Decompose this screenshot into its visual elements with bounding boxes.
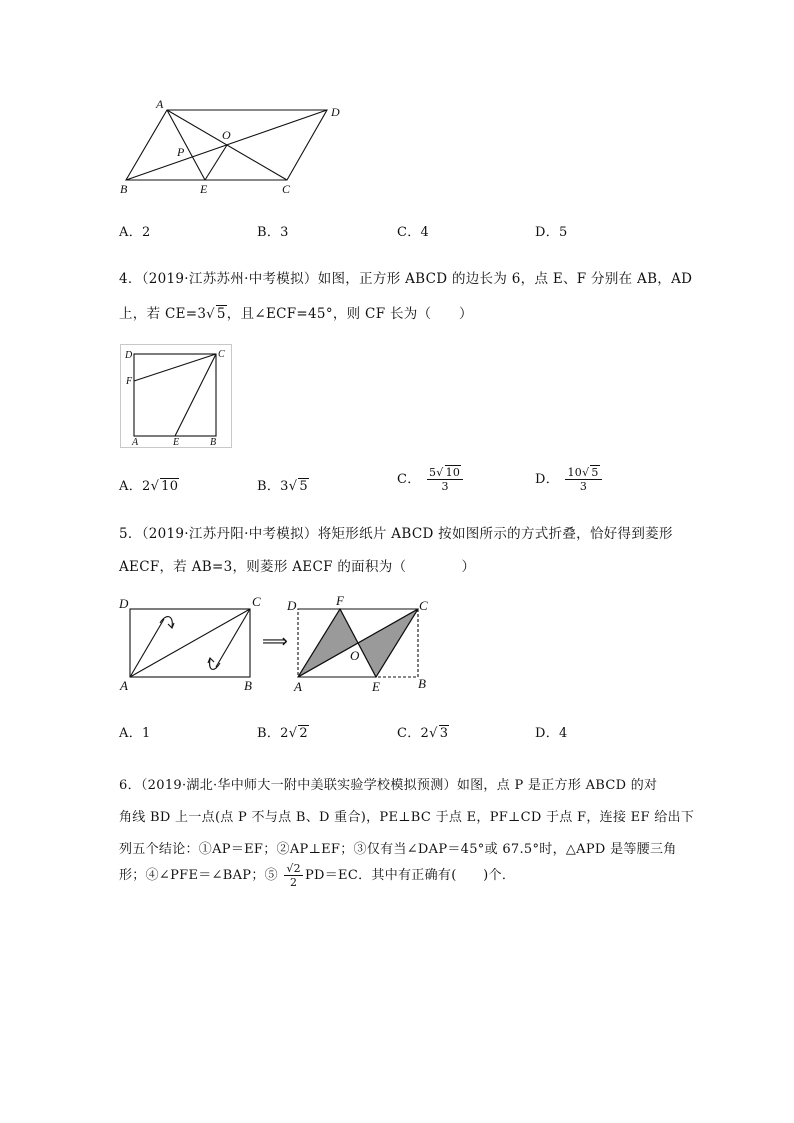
q6-stem-line4: 形；④∠PFE＝∠BAP；⑤ $\frac{√2}{2}$ PD＝EC．其中有正确有( )个．	[119, 862, 516, 889]
q3-label-c: C	[282, 182, 291, 196]
q3-label-b: B	[120, 182, 128, 196]
q4-option-d-fraction: $\frac{10√ 5}{3}$	[565, 466, 601, 493]
q4-option-a: A．2√ 10	[119, 479, 179, 494]
q4-option-c-fraction: $\frac{5√ 10}{3}$	[427, 466, 463, 493]
q5-right-label-b: B	[418, 676, 426, 691]
q4-label-f: F	[126, 376, 133, 387]
q3-option-a: A．2	[119, 225, 151, 240]
q4-number: 4．	[119, 271, 142, 287]
q3-label-d: D	[331, 105, 340, 119]
q4-source: （2019·江苏苏州·中考模拟）	[141, 271, 318, 287]
q4-label-d: D	[125, 350, 133, 361]
q5-rhombus-figure	[284, 593, 436, 693]
q5-fold-line-right	[216, 609, 250, 667]
q4-segment-ce	[175, 354, 216, 436]
q3-option-c: C．4	[397, 225, 430, 240]
q5-source: （2019·江苏丹阳·中考模拟）	[141, 526, 318, 542]
q3-option-d: D．5	[535, 225, 568, 240]
q4-square-abcd	[134, 354, 216, 436]
q4-option-d: D． $\frac{10√ 5}{3}$	[535, 466, 604, 493]
q6-stem-line1: 6．（2019·湖北·华中师大一附中美联实验学校模拟预测）如图，点 P 是正方形 ABCD 的对	[119, 778, 658, 793]
q4-label-b: B	[210, 437, 217, 448]
q5-transform-arrow-icon: ⟹	[262, 631, 288, 652]
q5-stem-line2: AECF，若 AB=3，则菱形 AECF 的面积为（ ）	[119, 559, 476, 575]
q5-right-label-d: D	[287, 598, 297, 613]
q5-left-label-d: D	[119, 596, 129, 611]
q5-option-c: C．2√ 3	[397, 726, 449, 741]
q6-stem-line3: 列五个结论：①AP＝EF；②AP⊥EF；③仅有当∠DAP＝45°或 67.5°时，△APD 是等腰三角	[119, 842, 677, 857]
q5-option-d: D．4	[535, 726, 568, 741]
q5-fold-line-left	[130, 619, 164, 677]
q6-source: （2019·湖北·华中师大一附中美联实验学校模拟预测）	[140, 778, 457, 793]
q5-number: 5．	[119, 526, 142, 542]
q3-label-p: P	[177, 145, 185, 159]
q5-diagonal-ac	[130, 609, 250, 677]
q4-segment-cf	[134, 354, 216, 381]
q5-right-label-o: O	[350, 648, 360, 663]
q5-right-label-c: C	[419, 598, 428, 613]
q5-rectangle-figure	[116, 593, 268, 693]
q4-option-c: C． $\frac{5√ 10}{3}$	[397, 466, 465, 493]
q4-option-b: B．3√ 5	[257, 479, 308, 494]
q6-stem-line2: 角线 BD 上一点(点 P 不与点 B、D 重合)，PE⊥BC 于点 E，PF⊥CD 于点 F，连接 EF 给出下	[119, 810, 695, 825]
q3-label-o: O	[222, 128, 231, 142]
q3-label-e: E	[200, 182, 208, 196]
q5-shaded-triangle-left	[298, 609, 358, 677]
q6-fraction-sqrt2-over-2: $\frac{√2}{2}$	[286, 862, 301, 889]
q5-option-b: B．2√ 2	[257, 726, 308, 741]
q3-option-b: B．3	[257, 225, 289, 240]
q5-right-label-f: F	[336, 593, 344, 608]
q4-stem-line2: 上，若 CE=3√ 5，且∠ECF=45°，则 CF 长为（ ）	[119, 306, 473, 322]
q5-shaded-triangle-right	[358, 609, 418, 677]
q4-square-figure	[120, 344, 232, 448]
q3-parallelogram-figure	[112, 96, 352, 200]
q6-number: 6．	[119, 778, 141, 793]
q4-label-e: E	[173, 437, 180, 448]
q5-right-label-e: E	[372, 679, 380, 693]
q4-stem-line1: 4．（2019·江苏苏州·中考模拟）如图，正方形 ABCD 的边长为 6，点 E、F 分别在 AB，AD	[119, 271, 693, 287]
q5-left-label-c: C	[252, 594, 261, 609]
q4-figure-frame	[121, 345, 232, 448]
q4-label-c: C	[218, 349, 225, 360]
q5-fold-arrow-bottom	[210, 659, 220, 669]
q5-stem-line1: 5．（2019·江苏丹阳·中考模拟）将矩形纸片 ABCD 按如图所示的方式折叠，恰好得到菱形	[119, 526, 673, 542]
q3-segment-oe	[205, 145, 227, 180]
q5-left-label-b: B	[244, 678, 252, 693]
q5-left-label-a: A	[120, 678, 128, 693]
q5-option-a: A．1	[119, 726, 151, 741]
q4-label-a: A	[132, 437, 139, 448]
q5-right-label-a: A	[294, 679, 302, 693]
q3-label-a: A	[156, 97, 164, 111]
